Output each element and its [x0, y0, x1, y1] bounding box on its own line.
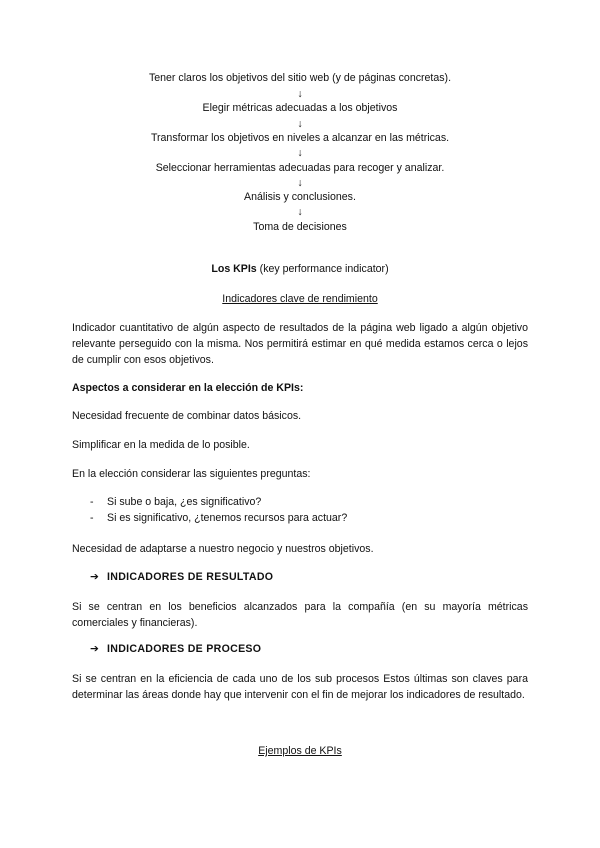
kpi-heading-bold: Los KPIs [211, 263, 257, 275]
flow-step-3: Transformar los objetivos en niveles a alcanzar en las métricas. [150, 132, 450, 144]
examples-heading: Ejemplos de KPIs [258, 745, 342, 757]
down-arrow-icon: ↓ [297, 147, 303, 159]
process-indicators-text: Si se centran en la eficiencia de cada uno de los sub procesos Estos últimas son claves para determinar las áreas donde hay que intervenir con el fin de mejorar los indicadores de resultado. [72, 673, 528, 701]
question-item-1 [90, 496, 261, 508]
result-indicators-text: Si se centran en los beneficios alcanzados para la compañía (en su mayoría métricas comerciales y financieras). [72, 601, 528, 629]
question-item-2 [90, 512, 347, 524]
flow-step-1: Tener claros los objetivos del sitio web (y de páginas concretas). [148, 72, 452, 84]
flow-step-5: Análisis y conclusiones. [244, 191, 356, 203]
result-indicators-title: INDICADORES DE RESULTADO [107, 571, 274, 583]
kpi-heading-rest: (key performance indicator) [256, 263, 389, 275]
down-arrow-icon: ↓ [297, 206, 303, 218]
result-indicators-heading [90, 571, 273, 583]
dash-bullet: - [90, 512, 94, 524]
right-arrow-icon: ➔ [90, 643, 100, 655]
down-arrow-icon: ↓ [297, 88, 303, 100]
question-text: Si es significativo, ¿tenemos recursos para actuar? [107, 512, 348, 524]
kpi-subtitle: Indicadores clave de rendimiento [222, 293, 378, 305]
flow-step-2: Elegir métricas adecuadas a los objetivos [202, 102, 398, 114]
kpi-definition: Indicador cuantitativo de algún aspecto de resultados de la página web ligado a algún objetivo relevante perseguido con la misma. Nos permitirá estimar en qué medida estamos cerca o lejos de cumplir con esos objetivos. [72, 322, 528, 366]
aspect-simplify: Simplificar en la medida de lo posible. [72, 439, 250, 451]
process-indicators-title: INDICADORES DE PROCESO [107, 643, 262, 655]
aspect-questions: En la elección considerar las siguientes preguntas: [72, 468, 311, 480]
right-arrow-icon: ➔ [90, 571, 100, 583]
aspect-adapt: Necesidad de adaptarse a nuestro negocio y nuestros objetivos. [72, 543, 374, 555]
process-indicators-heading [90, 643, 261, 655]
aspects-heading: Aspectos a considerar en la elección de KPIs: [72, 382, 304, 394]
dash-bullet: - [90, 496, 94, 508]
question-text: Si sube o baja, ¿es significativo? [107, 496, 262, 508]
flow-step-4: Seleccionar herramientas adecuadas para recoger y analizar. [155, 162, 445, 174]
down-arrow-icon: ↓ [297, 118, 303, 130]
flow-step-6: Toma de decisiones [253, 221, 347, 233]
aspect-combine-data: Necesidad frecuente de combinar datos básicos. [72, 410, 302, 422]
down-arrow-icon: ↓ [297, 177, 303, 189]
kpi-heading [0, 263, 600, 275]
